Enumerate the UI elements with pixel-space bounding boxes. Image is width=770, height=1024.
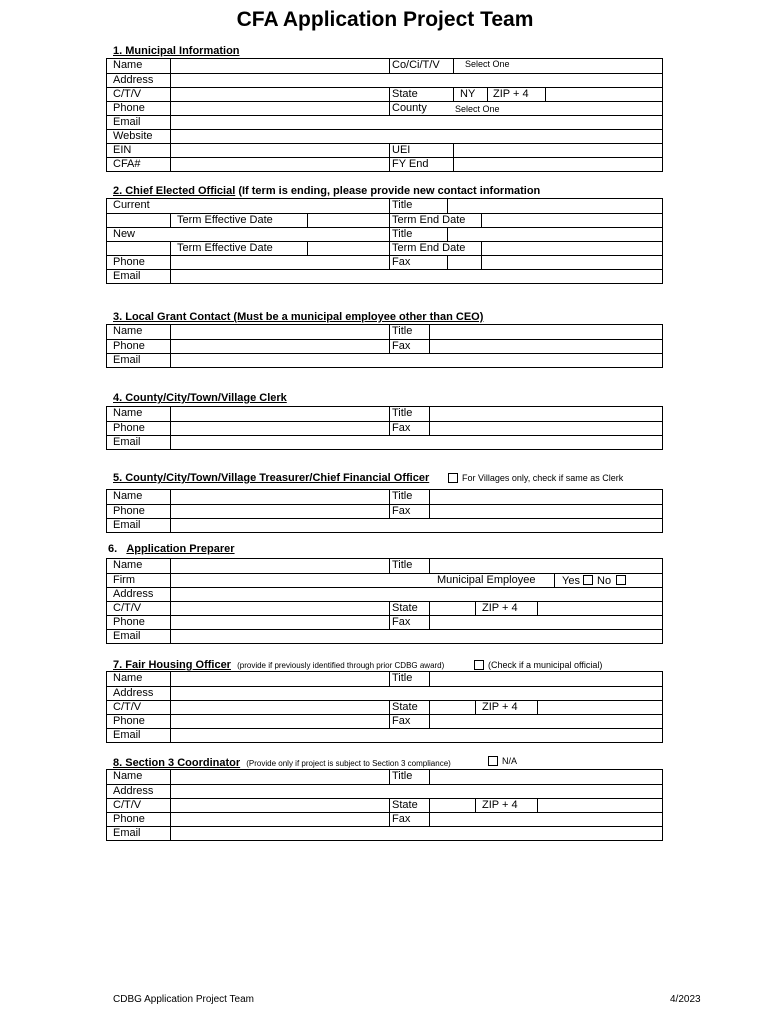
table-row [107, 407, 662, 421]
cctv-label: Co/Ci/T/V [392, 59, 440, 71]
table-row [107, 728, 662, 742]
table-row [107, 573, 662, 587]
ein-label: EIN [113, 144, 132, 156]
table-row [107, 435, 662, 449]
phone-label: Phone [113, 340, 145, 352]
local-grant-contact-table [106, 324, 663, 368]
cfa-label: CFA# [113, 158, 141, 170]
zip-label: ZIP + 4 [482, 799, 518, 811]
municipal-employee-label: Municipal Employee [437, 574, 536, 586]
ctv-label: C/T/V [113, 701, 142, 713]
na-checkbox[interactable] [488, 756, 498, 766]
title-label: Title [392, 559, 413, 571]
term-end-label: Term End Date [392, 242, 466, 254]
name-label: Name [113, 490, 143, 502]
phone-label: Phone [113, 813, 145, 825]
email-label: Email [113, 436, 141, 448]
table-row [107, 269, 662, 283]
fax-label: Fax [392, 340, 411, 352]
title-label: Title [392, 672, 413, 684]
address-label: Address [113, 687, 154, 699]
title-label: Title [392, 228, 413, 240]
section-3-heading: 3. Local Grant Contact (Must be a municipal employee other than CEO) [113, 311, 484, 323]
uei-label: UEI [392, 144, 411, 156]
fair-housing-officer-table [106, 671, 663, 743]
state-label: State [392, 602, 418, 614]
table-row [107, 490, 662, 504]
table-row [107, 353, 662, 367]
table-row [107, 59, 662, 73]
section-7-heading: 7. Fair Housing Officer (provide if previously identified through prior CDBG award) [113, 659, 445, 671]
address-label: Address [113, 588, 154, 600]
phone-label: Phone [113, 616, 145, 628]
email-label: Email [113, 729, 141, 741]
county-label: County [392, 102, 427, 114]
title-label: Title [392, 490, 413, 502]
table-row [107, 700, 662, 714]
fax-label: Fax [392, 422, 411, 434]
municipal-official-label: (Check if a municipal official) [488, 660, 603, 670]
table-row [107, 199, 662, 213]
fax-label: Fax [392, 505, 411, 517]
zip-label: ZIP + 4 [493, 88, 529, 100]
title-label: Title [392, 199, 413, 211]
name-label: Name [113, 672, 143, 684]
address-label: Address [113, 785, 154, 797]
same-as-clerk-label: For Villages only, check if same as Clerk [462, 473, 624, 483]
section-3-coordinator-table [106, 769, 663, 841]
table-row [107, 812, 662, 826]
table-row [107, 87, 662, 101]
name-label: Name [113, 59, 143, 71]
name-label: Name [113, 407, 143, 419]
fax-label: Fax [392, 715, 411, 727]
table-row [107, 672, 662, 686]
fax-label: Fax [392, 813, 411, 825]
chief-elected-official-table [106, 198, 663, 284]
table-row [107, 587, 662, 601]
term-effective-label: Term Effective Date [177, 242, 273, 254]
table-row [107, 241, 662, 255]
county-select[interactable]: Select One [455, 104, 500, 114]
table-row [107, 798, 662, 812]
term-end-label: Term End Date [392, 214, 466, 226]
table-row [107, 601, 662, 615]
municipal-official-checkbox[interactable] [474, 660, 484, 670]
name-label: Name [113, 770, 143, 782]
fy-end-label: FY End [392, 158, 429, 170]
table-row [107, 339, 662, 353]
new-label: New [113, 228, 136, 240]
phone-label: Phone [113, 715, 145, 727]
title-label: Title [392, 770, 413, 782]
email-label: Email [113, 116, 141, 128]
phone-label: Phone [113, 102, 145, 114]
no-checkbox[interactable] [616, 575, 626, 585]
table-row [107, 421, 662, 435]
table-row [107, 629, 662, 643]
table-row [107, 115, 662, 129]
municipal-info-table [106, 58, 663, 172]
fax-label: Fax [392, 616, 411, 628]
email-label: Email [113, 630, 141, 642]
state-label: State [392, 799, 418, 811]
table-row [107, 227, 662, 241]
firm-label: Firm [113, 574, 135, 586]
page-title: CFA Application Project Team [236, 8, 534, 31]
email-label: Email [113, 519, 141, 531]
section-8-heading: 8. Section 3 Coordinator (Provide only if project is subject to Section 3 compliance) [113, 757, 451, 769]
yes-checkbox[interactable] [583, 575, 593, 585]
table-row [107, 559, 662, 573]
state-value[interactable]: NY [460, 88, 476, 100]
table-row [107, 686, 662, 700]
table-row [107, 615, 662, 629]
zip-label: ZIP + 4 [482, 602, 518, 614]
table-row [107, 101, 662, 115]
email-label: Email [113, 827, 141, 839]
table-row [107, 826, 662, 840]
table-row [107, 504, 662, 518]
section-5-heading: 5. County/City/Town/Village Treasurer/Chief Financial Officer [113, 472, 430, 484]
phone-label: Phone [113, 256, 145, 268]
section-4-heading: 4. County/City/Town/Village Clerk [113, 392, 287, 404]
zip-label: ZIP + 4 [482, 701, 518, 713]
name-label: Name [113, 559, 143, 571]
clerk-table [106, 406, 663, 450]
phone-label: Phone [113, 505, 145, 517]
footer-date: 4/2023 [670, 994, 701, 1005]
table-row [107, 714, 662, 728]
section-6-heading: 6. Application Preparer [108, 543, 235, 555]
table-row [107, 518, 662, 532]
table-row [107, 255, 662, 269]
ctv-label: C/T/V [113, 88, 142, 100]
email-label: Email [113, 270, 141, 282]
application-preparer-table [106, 558, 663, 644]
footer-left: CDBG Application Project Team [113, 994, 254, 1005]
ctv-label: C/T/V [113, 799, 142, 811]
fax-label: Fax [392, 256, 411, 268]
address-label: Address [113, 74, 154, 86]
cctv-select[interactable]: Select One [465, 59, 510, 69]
ctv-label: C/T/V [113, 602, 142, 614]
email-label: Email [113, 354, 141, 366]
website-label: Website [113, 130, 153, 142]
table-row [107, 157, 662, 171]
table-row [107, 129, 662, 143]
treasurer-table [106, 489, 663, 533]
current-label: Current [113, 199, 150, 211]
phone-label: Phone [113, 422, 145, 434]
table-row [107, 213, 662, 227]
section-2-heading: 2. Chief Elected Official (If term is ending, please provide new contact information [113, 185, 541, 197]
title-label: Title [392, 325, 413, 337]
na-label: N/A [502, 756, 518, 766]
title-label: Title [392, 407, 413, 419]
state-label: State [392, 88, 418, 100]
table-row [107, 73, 662, 87]
yes-label: Yes [562, 575, 580, 587]
name-label: Name [113, 325, 143, 337]
table-row [107, 770, 662, 784]
state-label: State [392, 701, 418, 713]
term-effective-label: Term Effective Date [177, 214, 273, 226]
table-row [107, 143, 662, 157]
table-row [107, 784, 662, 798]
table-row [107, 325, 662, 339]
no-label: No [597, 575, 612, 587]
section-1-heading: 1. Municipal Information [113, 45, 240, 57]
same-as-clerk-checkbox[interactable] [448, 473, 458, 483]
